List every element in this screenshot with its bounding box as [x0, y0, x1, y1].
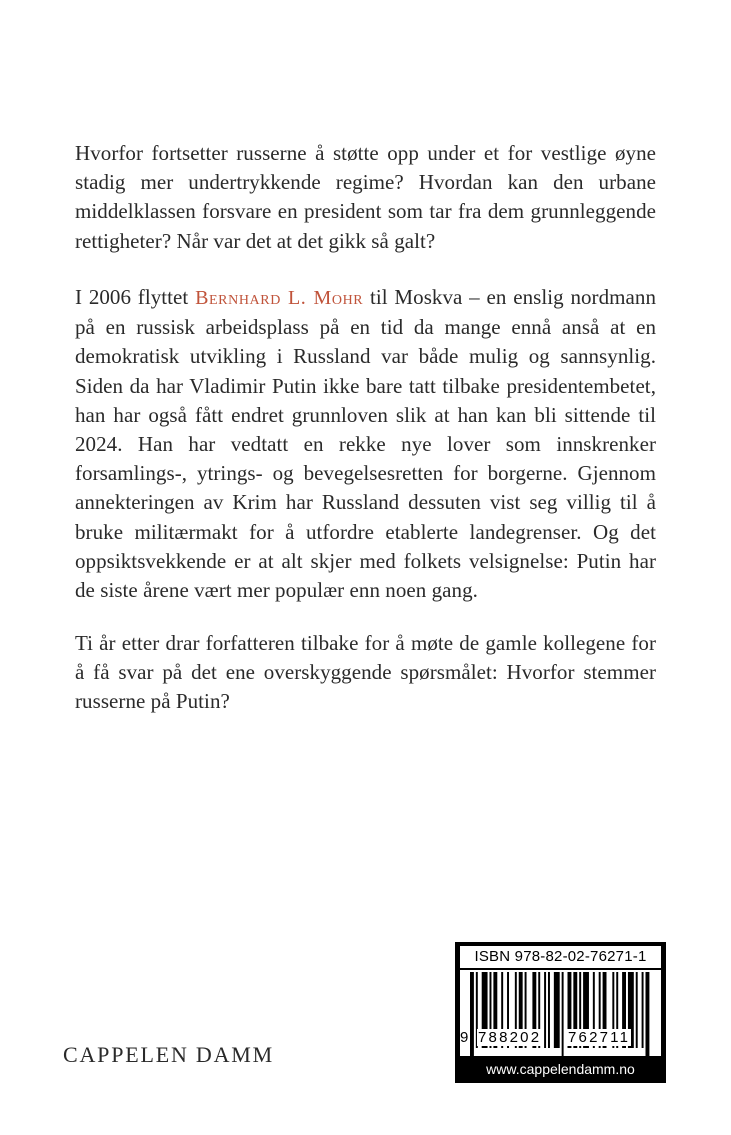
barcode-digits-left: 788202	[478, 1029, 542, 1046]
publisher-logo: CAPPELEN DAMM	[63, 1042, 275, 1067]
paragraph-2-intro: I 2006 flyttet	[75, 285, 196, 309]
blurb-paragraph-1-text: Hvorfor fortsetter russerne å støtte opp under et for vestlige øyne stadig mer undertrykkende regime? Hvordan kan den urbane middelklassen forsvare en president som tar fra dem grunnleggende rettigheter? Når var det at det gikk så galt?	[75, 141, 656, 253]
barcode-digits	[460, 1025, 661, 1047]
blurb-paragraph-2-text	[75, 283, 656, 605]
barcode-digit-lead: 9	[460, 1029, 469, 1046]
blurb-paragraph-2	[75, 283, 656, 605]
blurb-paragraph-3-text: Ti år etter drar forfatteren tilbake for å møte de gamle kollegene for å få svar på det ene overskyggende spørsmålet: Hvorfor stemmer russerne på Putin?	[75, 631, 656, 714]
paragraph-2-body: til Moskva – en enslig nordmann på en russisk arbeidsplass på en tid da mange ennå anså at en demokratisk utvikling i Russland var både mulig og sannsynlig. Siden da har Vladimir Putin ikke bare tatt tilbake presidentembetet, han har også fått endret grunnloven slik at han kan bli sittende til 2024. Han har vedtatt en rekke nye lover som innskrenker forsamlings-, ytrings- og bevegelsesretten for borgerne. Gjennom annekteringen av Krim har Russland dessuten vist seg villig til å bruke militærmakt for å utfordre etablerte landegrenser. Og det oppsiktsvekkende er at alt skjer med folkets velsignelse: Putin har de siste årene vært mer populær enn noen gang.	[75, 285, 656, 603]
blurb-paragraph-1	[75, 139, 656, 256]
author-name: Bernhard L. Mohr	[195, 287, 364, 309]
publisher-url: www.cappelendamm.no	[460, 1059, 661, 1079]
isbn-barcode	[455, 942, 666, 1083]
blurb-paragraph-3	[75, 629, 656, 717]
isbn-label: ISBN 978-82-02-76271-1	[460, 946, 661, 968]
barcode-digits-right: 762711	[568, 1029, 631, 1046]
